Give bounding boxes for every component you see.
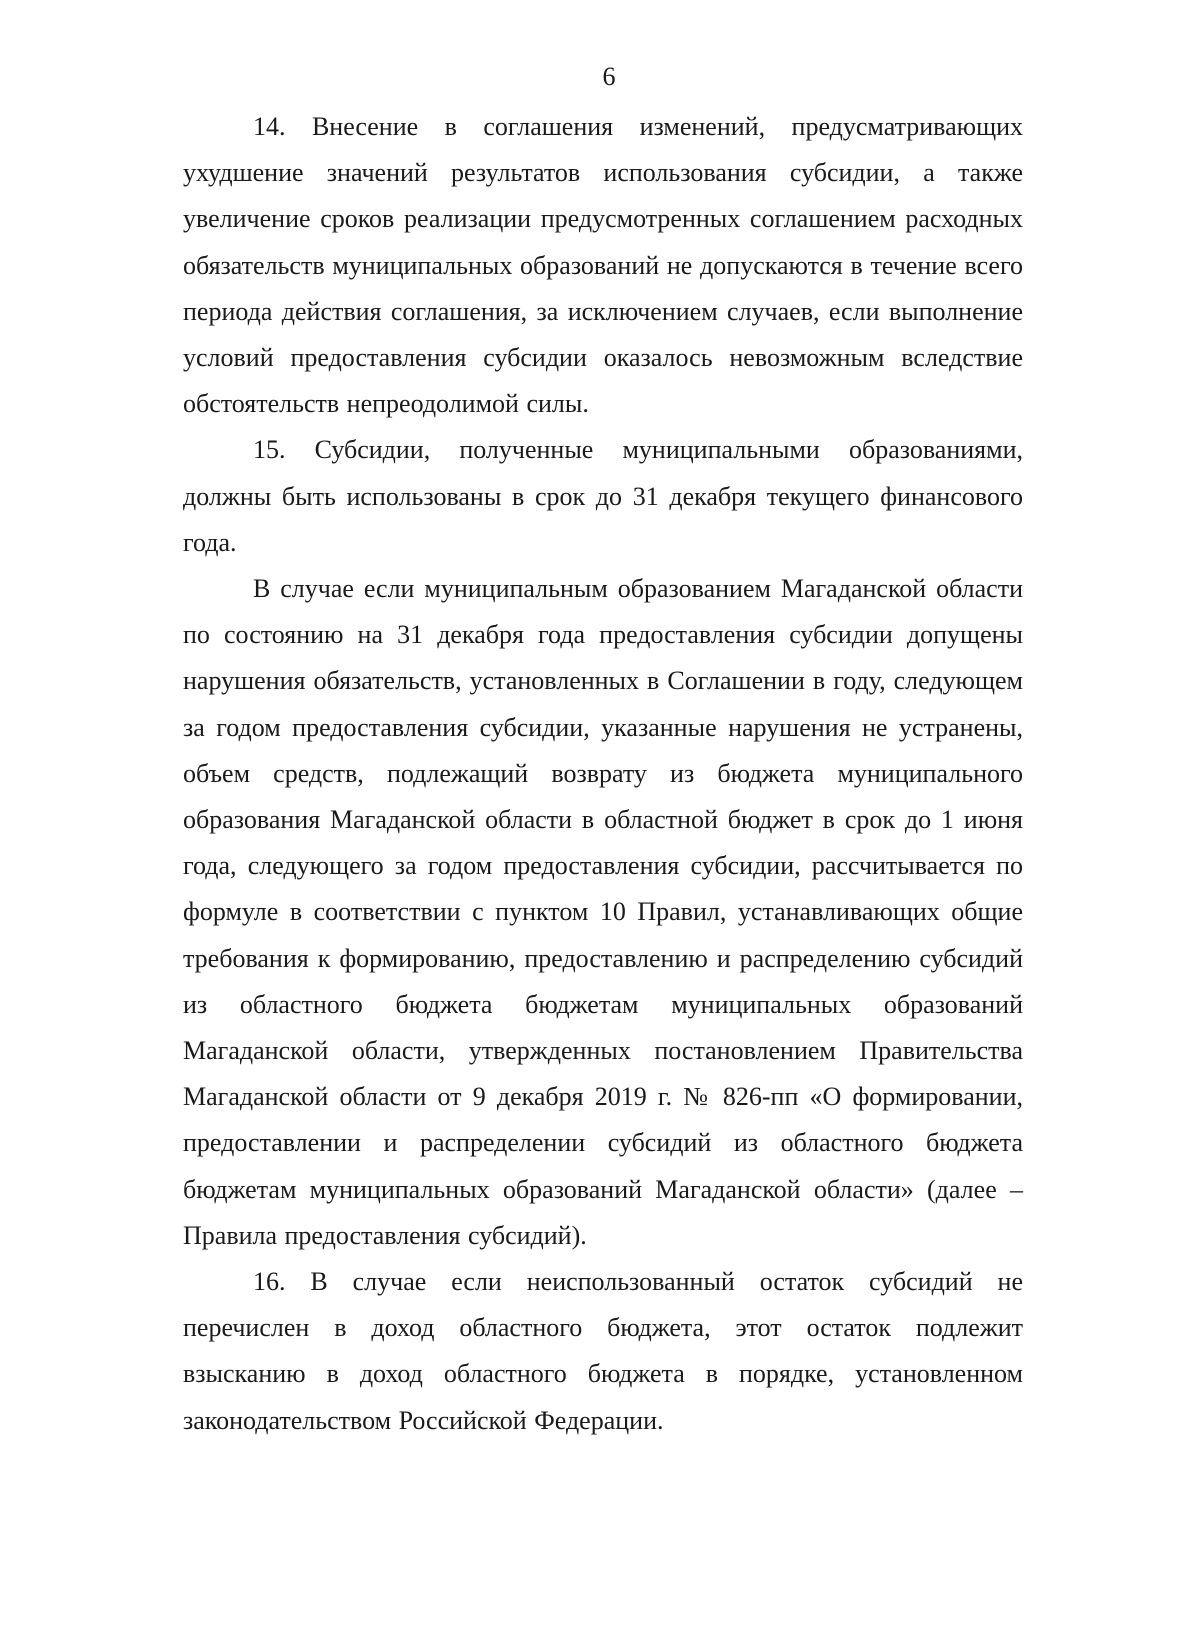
page-number: 6 (602, 62, 616, 91)
document-body (183, 104, 1023, 1444)
paragraph-16: 16. В случае если неиспользованный остаток субсидий не перечислен в доход областного бюджета, этот остаток подлежит взысканию в доход областного бюджета в порядке, установленном законодательством Российской Федерации. (183, 1267, 1023, 1435)
paragraph-15: 15. Субсидии, полученные муниципальными образованиями, должны быть использованы в срок до 31 декабря текущего финансового года. (183, 435, 1023, 557)
paragraph-14: 14. Внесение в соглашения изменений, предусматривающих ухудшение значений результатов использования субсидии, а также увеличение сроков реализации предусмотренных соглашением расходных обязательств муниципальных образований не допускаются в течение всего периода действия соглашения, за исключением случаев, если выполнение условий предоставления субсидии оказалось невозможным вследствие обстоятельств непреодолимой силы. (183, 112, 1023, 419)
paragraph-15-continuation: В случае если муниципальным образованием Магаданской области по состоянию на 31 декабря года предоставления субсидии допущены нарушения обязательств, установленных в Соглашении в году, следующем за годом предоставления субсидии, указанные нарушения не устранены, объем средств, подлежащий возврату из бюджета муниципального образования Магаданской области в областной бюджет в срок до 1 июня года, следующего за годом предоставления субсидии, рассчитывается по формуле в соответствии с пунктом 10 Правил, устанавливающих общие требования к формированию, предоставлению и распределению субсидий из областного бюджета бюджетам муниципальных образований Магаданской области, утвержденных постановлением Правительства Магаданской области от 9 декабря 2019 г. № 826-пп «О формировании, предоставлении и распределении субсидий из областного бюджета бюджетам муниципальных образований Магаданской области» (далее – Правила предоставления субсидий). (183, 574, 1023, 1250)
